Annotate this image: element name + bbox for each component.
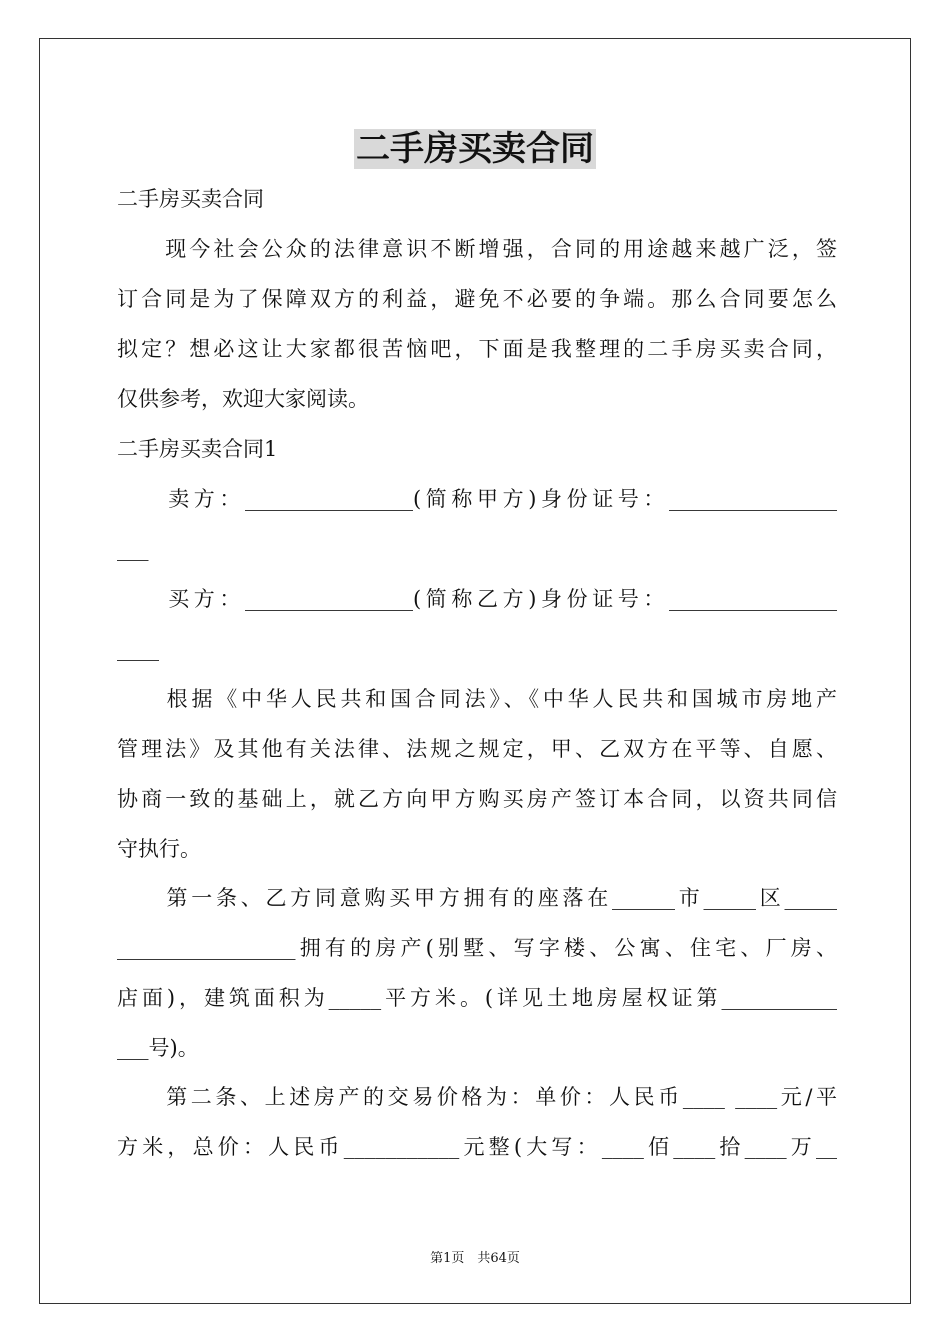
text-line: 拟定？想必这让大家都很苦恼吧，下面是我整理的二手房买卖合同，	[117, 337, 837, 361]
page-footer: 第1页 共64页	[430, 1251, 520, 1266]
text-line: 第一条、乙方同意购买甲方拥有的座落在______市_____区_____	[117, 886, 837, 910]
text-line: 订合同是为了保障双方的利益，避免不必要的争端。那么合同要怎么	[117, 287, 837, 311]
text-line: 二手房买卖合同	[117, 187, 264, 211]
text-line: 守执行。	[117, 837, 201, 861]
document-title: 二手房买卖合同	[356, 129, 594, 169]
text-line: 方米，总价：人民币___________元整(大写：____佰____拾____万__	[117, 1135, 837, 1159]
text-line: 第二条、上述房产的交易价格为：单价：人民币____ ____元/平	[117, 1085, 837, 1109]
text-line: ___	[117, 537, 149, 561]
text-line: 买方：________________(简称乙方)身份证号：________________	[117, 587, 837, 611]
text-line: _________________拥有的房产(别墅、写字楼、公寓、住宅、厂房、	[117, 936, 837, 960]
text-line: 管理法》及其他有关法律、法规之规定，甲、乙双方在平等、自愿、	[117, 737, 837, 761]
text-line: 店面)，建筑面积为_____平方米。(详见土地房屋权证第___________	[117, 986, 837, 1010]
text-line: 根据《中华人民共和国合同法》、《中华人民共和国城市房地产	[117, 687, 837, 711]
page-border	[39, 38, 911, 1304]
text-line: ____	[117, 637, 159, 661]
text-line: 卖方：________________(简称甲方)身份证号：________________	[117, 487, 837, 511]
text-line: 现今社会公众的法律意识不断增强，合同的用途越来越广泛，签	[117, 237, 837, 261]
text-line: 协商一致的基础上，就乙方向甲方购买房产签订本合同，以资共同信	[117, 787, 837, 811]
text-line: ___号)。	[117, 1036, 199, 1060]
text-line: 仅供参考，欢迎大家阅读。	[117, 387, 369, 411]
text-line: 二手房买卖合同1	[117, 437, 278, 461]
